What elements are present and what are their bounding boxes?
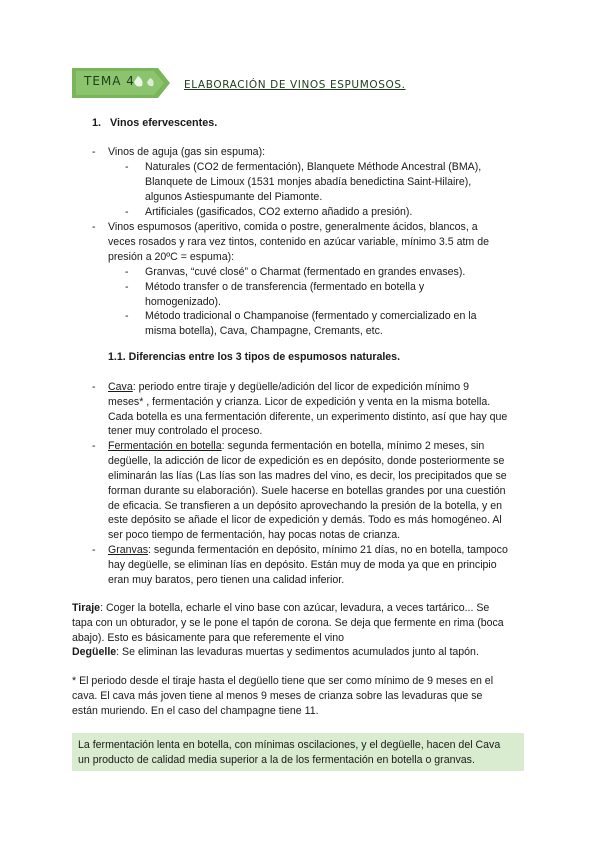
espumosos-intro-line-2: veces rosados y rara vez tintos, contenido en azúcar variable, mínimo 3.5 atm de <box>108 236 489 248</box>
cava-line-1 <box>108 380 469 395</box>
botella-term: Fermentación en botella <box>108 440 222 452</box>
highlight-text <box>78 738 524 767</box>
botella-line-3: eliminarán las lías (Las lías son las madres del vino, es decir, los precipitados que se <box>108 470 507 482</box>
bullet-dash: - <box>125 206 129 218</box>
espumosos-item-2-line-1: Método transfer o de transferencia (fermentado en botella y <box>145 281 425 293</box>
granvas-line-2: hay degüelle, se eliminan lías en depósito. Están muy de moda ya que en principio <box>108 559 497 571</box>
botella-line-1 <box>108 439 484 454</box>
aguja-item-1-line-1: Naturales (CO2 de fermentación), Blanquete Méthode Ancestral (BMA), <box>145 161 482 173</box>
aguja-intro: Vinos de aguja (gas sin espuma): <box>108 146 266 158</box>
tiraje-line-3: abajo). Esto es básicamente para que referemente el vino <box>72 632 345 644</box>
highlight-line-2: un producto de calidad media superior a la de los fermentación en botella o granvas. <box>78 753 475 766</box>
botella-line-5: de eficacia. Se transfieren a un depósito aprovechando la presión de la botella, y en <box>108 500 502 512</box>
cava-term: Cava <box>108 381 133 393</box>
granvas-line-1 <box>108 543 508 558</box>
espumosos-item-2-line-2: homogenizado). <box>145 296 221 308</box>
bullet-dash: - <box>125 281 129 293</box>
footnote-line-1: * El periodo desde el tiraje hasta el degüello tiene que ser como mínimo de 9 meses en el <box>72 675 494 687</box>
cava-line-2: meses* , fermentación y crianza. Licor de expedición y venta en la misma botella. <box>108 396 491 408</box>
bullet-dash: - <box>92 146 96 158</box>
bullet-dash: - <box>125 161 129 173</box>
bullet-dash: - <box>92 381 96 393</box>
aguja-item-2: Artificiales (gasificados, CO2 externo añadido a presión). <box>145 206 413 218</box>
section-number: 1. <box>92 117 102 129</box>
botella-line-7: ser poco tiempo de fermentación, hay pocas notas de crianza. <box>108 529 401 541</box>
botella-line-6: este depósito se añade el licor de expedición y demás. Todo es más homogéneo. Al <box>108 514 502 526</box>
footnote-line-3: están muriendo. En el caso del champagne tiene 11. <box>72 705 319 717</box>
tiraje-line-2: tapa con un obturador, y se le pone el tapón de corona. Se deja que fermente en rima (boca <box>72 617 504 629</box>
tiraje-text: : Coger la botella, echarle el vino base con azúcar, levadura, a veces tartárico... Se <box>100 602 490 614</box>
espumosos-intro-line-1: Vinos espumosos (aperitivo, comida o postre, generalmente ácidos, blancos, a <box>108 221 478 233</box>
bullet-dash: - <box>92 221 96 233</box>
botella-line-4: forman durante su elaboración). Suele hacerse en botellas grandes por una cuestión <box>108 485 506 497</box>
espumosos-item-3-line-1: Método tradicional o Champanoise (fermentado y comercializado en la <box>145 310 477 322</box>
granvas-text: : segunda fermentación en depósito, mínimo 21 días, no en botella, tampoco <box>148 544 508 556</box>
aguja-item-1-line-2: Blanquete de Limoux (1531 monjes abadía benedictina Saint-Hilaire), <box>145 176 472 188</box>
cava-line-4: tener muy controlado el proceso. <box>108 425 263 437</box>
cava-text: : periodo entre tiraje y degüelle/adición del licor de expedición mínimo 9 <box>132 381 469 393</box>
bullet-dash: - <box>92 544 96 556</box>
aguja-item-1-line-3: algunos Astiespumante del Piamonte. <box>145 191 323 203</box>
tiraje-term: Tiraje <box>72 602 101 614</box>
deguelle-term: Degüelle <box>72 646 117 658</box>
deguelle-line <box>72 645 479 660</box>
espumosos-item-1: Granvas, “cuvé closé” o Charmat (fermentado en grandes envases). <box>145 266 466 278</box>
page-title: ELABORACIÓN DE VINOS ESPUMOSOS. <box>184 79 406 91</box>
footnote-line-2: cava. El cava más joven tiene al menos 9 meses de crianza sobre las levaduras que se <box>72 690 483 702</box>
cava-line-3: Cada botella es una fermentación diferente, un experimento distinto, así que hay que <box>108 411 508 423</box>
chapter-label: TEMA 4 <box>84 74 135 88</box>
espumosos-intro-line-3: presión a 20ºC = espuma): <box>108 251 235 263</box>
granvas-line-3: eran muy baratos, pero tienen una calidad inferior. <box>108 574 345 586</box>
botella-line-2: degüelle, la adicción de licor de expedición es en depósito, donde posteriormente se <box>108 455 505 467</box>
section-heading <box>92 116 217 131</box>
botella-text: : segunda fermentación en botella, mínimo 2 meses, sin <box>221 440 485 452</box>
deguelle-text: : Se eliminan las levaduras muertas y sedimentos acumulados junto al tapón. <box>116 646 479 658</box>
bullet-dash: - <box>125 310 129 322</box>
section-title: Vinos efervescentes. <box>110 117 218 129</box>
bullet-dash: - <box>92 440 96 452</box>
tiraje-line-1 <box>72 601 489 616</box>
espumosos-item-3-line-2: misma botella), Cava, Champagne, Cremants, etc. <box>145 325 383 337</box>
highlight-line-1: La fermentación lenta en botella, con mínimas oscilaciones, y el degüelle, hacen del Cava <box>78 739 501 751</box>
bullet-dash: - <box>125 266 129 278</box>
subsection-heading: 1.1. Diferencias entre los 3 tipos de espumosos naturales. <box>108 351 401 363</box>
granvas-term: Granvas <box>108 544 149 556</box>
